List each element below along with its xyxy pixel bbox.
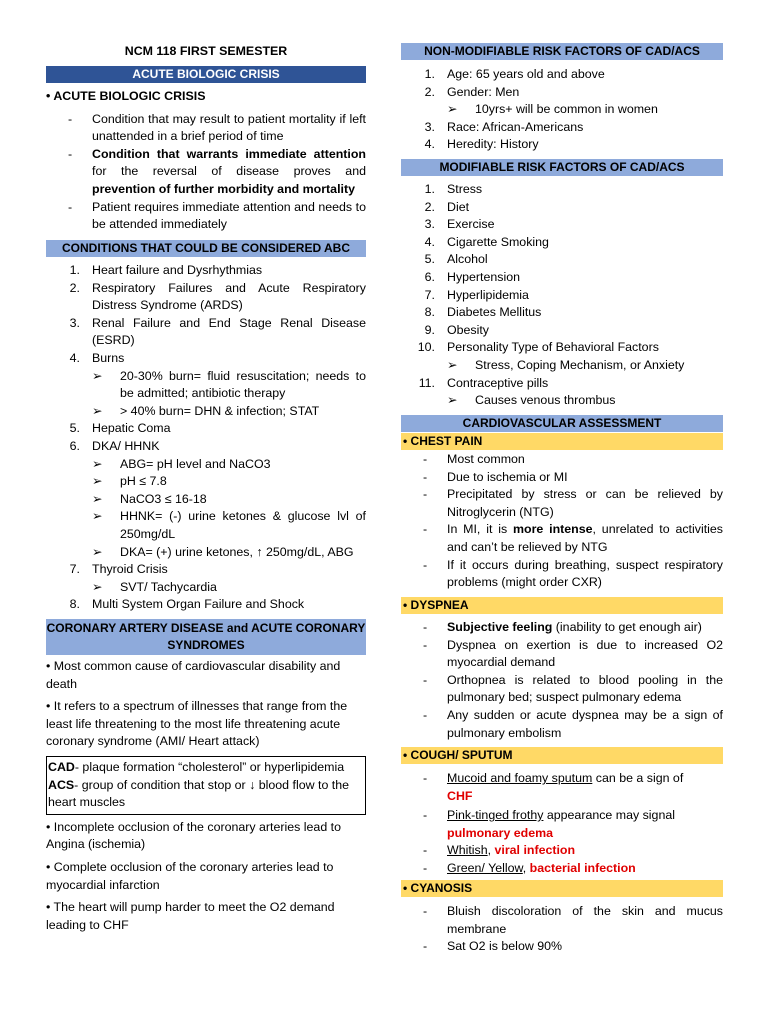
list-item: 1. Heart failure and Dysrhythmias [69,263,263,277]
list-item: - Subjective feeling (inability to get enough air) [423,620,702,634]
acs-label: ACS [48,777,75,792]
modifiable-header: MODIFIABLE RISK FACTORS OF CAD/ACS [401,159,723,176]
list-item: 7. Hyperlipidemia [424,287,529,302]
modifiable-list [401,181,723,410]
list-item: - If it occurs during breathing, suspect respiratory problems (might order CXR) [423,557,723,590]
non-modifiable-header: NON-MODIFIABLE RISK FACTORS OF CAD/ACS [401,43,723,60]
list-item: - Any sudden or acute dyspnea may be a sign of pulmonary embolism [423,707,723,740]
paragraph: • Most common cause of cardiovascular disability and death [46,659,341,691]
cad-section [46,658,366,934]
list-item: 6. Hypertension [424,269,521,284]
paragraph: • The heart will pump harder to meet the O2 demand leading to CHF [46,900,335,932]
cyanosis-header: • CYANOSIS [401,880,723,897]
sub-item: ➢ pH ≤ 7.8 [92,474,167,489]
list-item: - Green/ Yellow, bacterial infection [423,860,636,875]
sub-item: ➢ HHNK= (-) urine ketones & glucose lvl of 250mg/dL [92,509,366,541]
sub-item: ➢ Stress, Coping Mechanism, or Anxiety [447,357,685,372]
list-item: 2. Respiratory Failures and Acute Respiratory Distress Syndrome (ARDS) [69,280,366,313]
list-item: - Pink-tinged frothy appearance may signal pulmonary edema [423,808,675,840]
list-item: - Condition that warrants immediate attention for the reversal of disease proves and prevention of further morbidity and mortality [68,146,366,196]
list-item: 8. Multi System Organ Failure and Shock [69,597,305,612]
list-item: - Mucoid and foamy sputum can be a sign of CHF [423,771,684,803]
list-item: 3. Exercise [424,217,495,232]
cough-sputum-header: • COUGH/ SPUTUM [401,747,723,764]
conditions-list [46,262,366,614]
sub-item: ➢ 10yrs+ will be common in women [447,102,658,117]
sub-item: ➢ SVT/ Tachycardia [92,579,217,594]
list-item: - In MI, it is more intense, unrelated to activities and can’t be relieved by NTG [423,522,723,554]
list-item: 5. Alcohol [424,252,488,267]
list-item: 10. Personality Type of Behavioral Factors [417,340,659,355]
sub-item: ➢ 20-30% burn= fluid resuscitation; needs to be admitted; antibiotic therapy [92,368,366,401]
list-item: 8. Diabetes Mellitus [424,305,542,320]
cyanosis-list [401,903,723,956]
paragraph: • It refers to a spectrum of illnesses that range from the least life threatening to the most life threatening acute coronary syndrome (AMI/ Heart attack) [46,699,348,749]
list-item: 5. Hepatic Coma [69,421,171,436]
dyspnea-list [401,619,723,742]
sub-item: ➢ > 40% burn= DHN & infection; STAT [92,403,320,418]
paragraph: • Incomplete occlusion of the coronary arteries lead to Angina (ischemia) [46,819,341,852]
list-item: - Most common [423,452,525,466]
sub-item: ➢ Causes venous thrombus [447,393,616,408]
dyspnea-header: • DYSPNEA [401,597,723,614]
abc-bullet-heading: • ACUTE BIOLOGIC CRISIS [46,89,206,103]
conditions-abc-header: CONDITIONS THAT COULD BE CONSIDERED ABC [46,240,366,257]
list-item: 2. Diet [424,199,470,214]
list-item: - Condition that may result to patient mortality if left unattended in a brief period of time [68,111,366,144]
list-item: 11. Contraceptive pills [418,375,549,390]
list-item: - Due to ischemia or MI [423,469,568,484]
list-item: 4. Heredity: History [424,137,539,152]
list-item: 1. Age: 65 years old and above [424,67,605,81]
list-item: 6. DKA/ HHNK [69,438,160,453]
list-item: 7. Thyroid Crisis [69,562,168,577]
list-item: 4. Cigarette Smoking [424,234,549,249]
list-item: 3. Race: African-Americans [424,119,584,134]
list-item: 9. Obesity [424,322,490,337]
sub-item: ➢ NaCO3 ≤ 16-18 [92,491,207,506]
chest-pain-list [401,451,723,592]
abc-section [46,88,366,234]
cardiovascular-assessment-header: CARDIOVASCULAR ASSESSMENT [401,415,723,432]
acute-biologic-crisis-header: ACUTE BIOLOGIC CRISIS [46,66,366,83]
list-item: 2. Gender: Men [424,84,520,99]
non-modifiable-list [401,66,723,154]
paragraph: • Complete occlusion of the coronary arteries lead to myocardial infarction [46,859,334,892]
list-item: - Whitish, viral infection [423,843,576,858]
definition-box: CAD- plaque formation “cholesterol” or hyperlipidemia ACS- group of condition that stop or ↓ blood flow to the heart muscles [46,756,366,815]
cad-acs-header: CORONARY ARTERY DISEASE and ACUTE CORONARY SYNDROMES [46,619,366,655]
list-item: - Orthopnea is related to blood pooling in the pulmonary bed; suspect pulmonary edema [423,672,723,705]
list-item: - Precipitated by stress or can be relieved by Nitroglycerin (NTG) [423,487,723,519]
list-item: - Sat O2 is below 90% [423,939,563,954]
cad-label: CAD [48,759,75,774]
cough-list [401,770,723,878]
sub-item: ➢ DKA= (+) urine ketones, ↑ 250mg/dL, ABG [92,544,354,559]
list-item: - Patient requires immediate attention and needs to be attended immediately [68,199,366,232]
list-item: 4. Burns [69,350,125,365]
list-item: - Bluish discoloration of the skin and mucus membrane [423,904,723,936]
page-title: NCM 118 FIRST SEMESTER [124,44,288,58]
sub-item: ➢ ABG= pH level and NaCO3 [92,456,271,471]
list-item: 3. Renal Failure and End Stage Renal Disease (ESRD) [69,315,366,348]
list-item: - Dyspnea on exertion is due to increased O2 myocardial demand [423,637,723,670]
list-item: 1. Stress [424,182,483,196]
chest-pain-header: • CHEST PAIN [401,433,723,450]
